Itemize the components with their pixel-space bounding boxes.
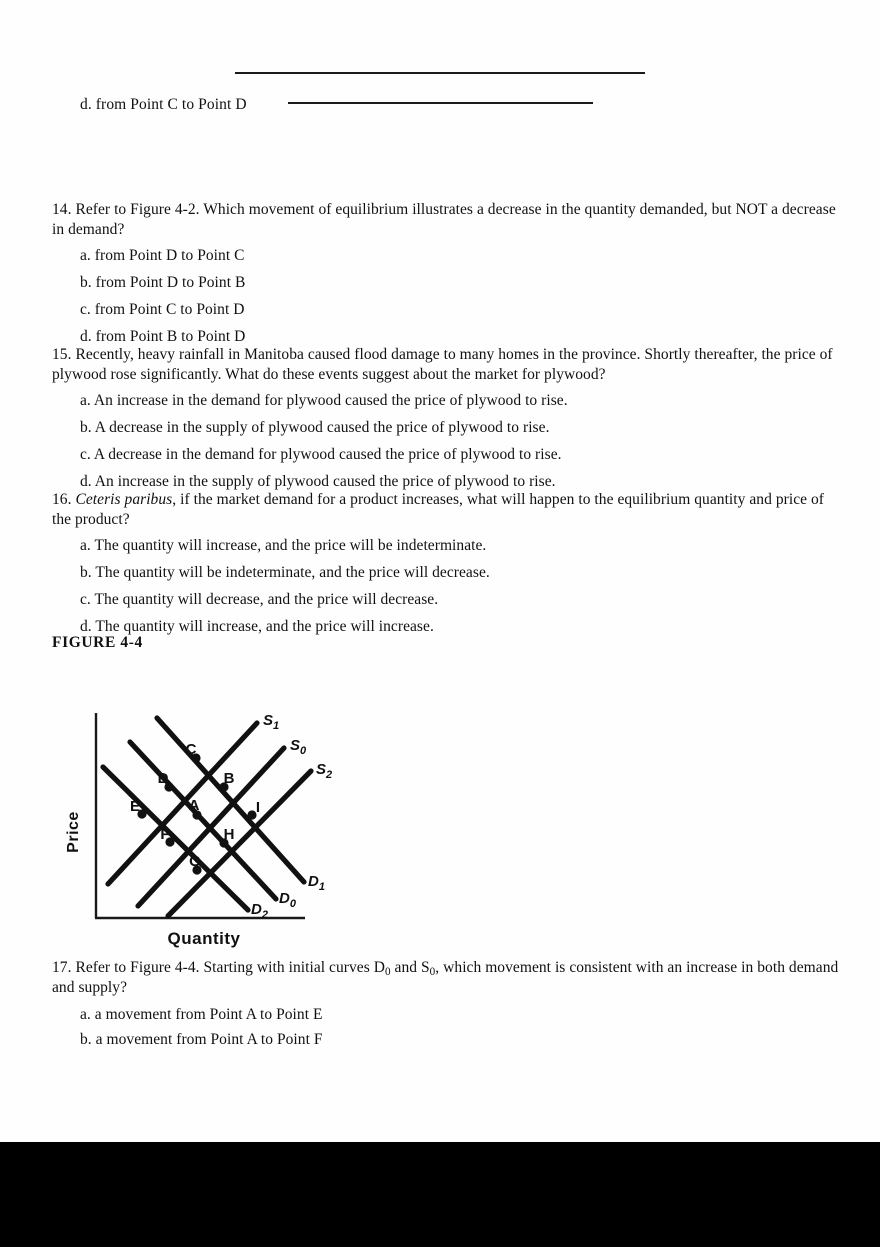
point-label-H: H <box>223 826 235 843</box>
supply-curve-labels <box>263 712 332 781</box>
scan-black-band <box>0 1142 880 1247</box>
question-17-options <box>52 1004 842 1052</box>
question-17-stem <box>52 958 842 998</box>
question-16-option-d[interactable]: d. The quantity will increase, and the price will increase. <box>80 618 434 636</box>
point-label-B: B <box>223 770 235 787</box>
x-axis-label: Quantity <box>167 929 241 948</box>
answer-blank-rule-second <box>288 102 593 104</box>
question-17 <box>52 958 842 1054</box>
y-axis-label: Price <box>65 811 82 853</box>
question-17-number: 17. <box>52 959 72 976</box>
question-14-number: 14. <box>52 201 72 218</box>
supply-demand-chart <box>52 692 352 954</box>
point-label-A: A <box>188 797 200 814</box>
question-15-text: Recently, heavy rainfall in Manitoba caused flood damage to many homes in the province. Shortly thereafter, the price of plywood rose significantly. What do these events suggest about the market for plywood? <box>52 346 833 383</box>
question-16-option-c[interactable]: c. The quantity will decrease, and the price will decrease. <box>80 590 439 608</box>
question-16-stem <box>52 490 842 530</box>
question-15 <box>52 345 842 499</box>
curve-label-D1: $D_1$ <box>308 873 325 893</box>
question-17-sub-s0: 0 <box>429 966 436 979</box>
point-label-F: F <box>160 826 170 843</box>
question-16-option-a[interactable]: a. The quantity will increase, and the price will be indeterminate. <box>80 536 487 554</box>
question-16-number: 16. <box>52 491 72 508</box>
figure-4-4-diagram <box>52 692 352 954</box>
curve-label-S1: $S_1$ <box>263 712 280 732</box>
carryover-option-d: d. from Point C to Point D <box>80 96 247 113</box>
question-14-text: Refer to Figure 4-2. Which movement of equilibrium illustrates a decrease in the quantity demanded, but NOT a decrease in demand? <box>52 201 836 238</box>
question-17-option-b[interactable]: b. a movement from Point A to Point F <box>80 1030 323 1048</box>
question-16 <box>52 490 842 644</box>
question-16-options <box>52 536 842 638</box>
question-14-options <box>52 246 842 348</box>
question-17-sub-d0: 0 <box>384 966 391 979</box>
curve-label-D2: $D_2$ <box>251 901 268 921</box>
question-17-text-part1: Refer to Figure 4-4. Starting with initial curves D <box>75 959 385 976</box>
curve-label-D0: $D_0$ <box>279 890 296 910</box>
question-15-option-a[interactable]: a. An increase in the demand for plywood caused the price of plywood to rise. <box>80 391 568 409</box>
question-14-stem <box>52 200 842 240</box>
question-15-options <box>52 391 842 493</box>
question-15-number: 15. <box>52 346 72 363</box>
point-label-I: I <box>255 799 261 816</box>
point-label-G: G <box>189 853 201 870</box>
question-16-latin-term: Ceteris paribus <box>75 491 173 508</box>
question-14-option-c[interactable]: c. from Point C to Point D <box>80 300 245 318</box>
demand-curve-labels <box>251 873 325 921</box>
question-17-text-part3: , which movement is consistent with an increase in both demand and supply? <box>52 959 839 996</box>
figure-heading: FIGURE 4-4 <box>52 634 143 651</box>
curve-label-S2: $S_2$ <box>316 761 333 781</box>
question-16-text: , if the market demand for a product increases, what will happen to the equilibrium quantity and price of the product? <box>52 491 824 528</box>
question-14-option-d[interactable]: d. from Point B to Point D <box>80 328 246 346</box>
question-15-option-d[interactable]: d. An increase in the supply of plywood caused the price of plywood to rise. <box>80 473 556 491</box>
question-14-option-a[interactable]: a. from Point D to Point C <box>80 246 245 264</box>
curve-label-S0: $S_0$ <box>290 737 307 757</box>
point-label-D: D <box>157 770 169 787</box>
question-15-option-b[interactable]: b. A decrease in the supply of plywood caused the price of plywood to rise. <box>80 418 550 436</box>
question-17-text-part2: and S <box>390 959 430 976</box>
question-14-option-b[interactable]: b. from Point D to Point B <box>80 273 246 291</box>
point-label-E: E <box>129 798 141 815</box>
question-15-stem <box>52 345 842 385</box>
question-16-option-b[interactable]: b. The quantity will be indeterminate, and the price will decrease. <box>80 563 490 581</box>
point-label-C: C <box>185 741 197 758</box>
question-14 <box>52 200 842 354</box>
question-15-option-c[interactable]: c. A decrease in the demand for plywood caused the price of plywood to rise. <box>80 445 562 463</box>
question-17-option-a[interactable]: a. a movement from Point A to Point E <box>80 1005 323 1023</box>
answer-blank-rule-top <box>235 72 645 74</box>
